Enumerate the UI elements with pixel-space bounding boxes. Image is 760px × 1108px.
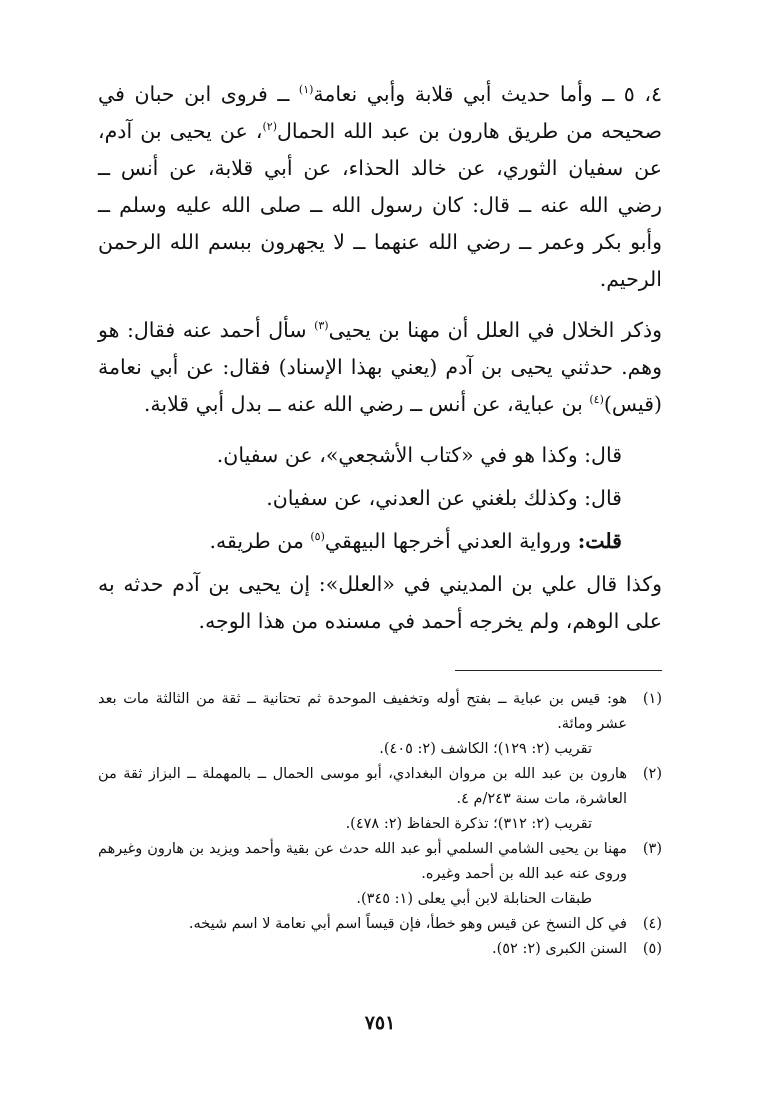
paragraph-1: [98, 76, 662, 298]
footnote-text: هو: قيس بن عباية ــ بفتح أوله وتخفيف الموحدة ثم تحتانية ــ ثقة من الثالثة مات بعد عشر ومائة.: [98, 691, 627, 732]
footnote-separator: [455, 670, 662, 671]
footnote-2: [98, 762, 662, 812]
footnote-marker-4: (٤): [589, 393, 604, 407]
paragraph-1-tail: ، عن يحيى بن آدم، عن سفيان الثوري، عن خالد الحذاء، عن أبي قلابة، عن أنس ــ رضي الله عنه ــ قال: كان رسول الله ــ صلى الله عليه وسلم ــ وأبو بكر وعمر ــ رضي الله عنهما ــ لا يجهرون ببسم الله الرحمن الرحيم.: [98, 119, 662, 291]
paragraph-1-mid: ــ فروى ابن حبان في صحيحه من طريق هارون بن عبد الله الحمال: [98, 82, 662, 143]
paragraph-1-lead: ٤، ٥ ــ وأما حديث أبي قلابة وأبي نعامة: [313, 82, 662, 106]
footnote-4: [98, 912, 662, 937]
paragraph-2-tail: بن عباية، عن أنس ــ رضي الله عنه ــ بدل أبي قلابة.: [143, 392, 590, 416]
footnote-reference: تقريب (٢: ١٢٩)؛ الكاشف (٢: ٤٠٥).: [379, 741, 592, 757]
quote-line-3: [98, 523, 622, 560]
footnote-marker-2: (٢): [262, 120, 277, 134]
paragraph-3: وكذا قال علي بن المديني في «العلل»: إن يحيى بن آدم حدثه به على الوهم، ولم يخرجه أحمد في مسنده من هذا الوجه.: [98, 572, 662, 633]
footnotes: [98, 687, 662, 962]
footnote-marker-3: (٣): [314, 319, 329, 333]
paragraph-2-lead: وذكر الخلال في العلل أن مهنا بن يحيى: [328, 318, 662, 342]
footnote-3: [98, 837, 662, 887]
footnote-text: في كل النسخ عن قيس وهو خطأ، فإن قيساً اسم أبي نعامة لا اسم شيخه.: [188, 916, 627, 932]
quote-line-3-text: ورواية العدني أخرجها البيهقي: [324, 529, 578, 553]
main-text: [98, 76, 662, 640]
footnote-number: (٥): [642, 941, 662, 957]
footnote-1: [98, 687, 662, 737]
footnote-number: (٣): [642, 841, 662, 857]
paragraph-2: [98, 312, 662, 423]
footnote-number: (٤): [642, 916, 662, 932]
footnote-reference: تقريب (٢: ٣١٢)؛ تذكرة الحفاظ (٢: ٤٧٨).: [345, 816, 592, 832]
footnote-marker-5: (٥): [310, 530, 325, 544]
quote-line-3-bold: قلت:: [577, 529, 622, 553]
footnote-number: (٢): [642, 766, 662, 782]
footnote-text: مهنا بن يحيى الشامي السلمي أبو عبد الله حدث عن بقية وأحمد ويزيد بن هارون وغيرهم وروى عنه عبد الله بن أحمد وغيره.: [98, 841, 627, 882]
paragraph-2-mid: سأل أحمد عنه فقال: هو وهم. حدثني يحيى بن آدم (يعني بهذا الإسناد) فقال: عن أبي نعامة (قيس): [98, 318, 662, 416]
footnote-text: السنن الكبرى (٢: ٥٢).: [491, 941, 627, 957]
footnote-reference: طبقات الحنابلة لابن أبي يعلى (١: ٣٤٥).: [356, 891, 592, 907]
quote-line-2: قال: وكذلك بلغني عن العدني، عن سفيان.: [266, 486, 622, 510]
footnote-5: [98, 937, 662, 962]
quote-line-3-tail: من طريقه.: [209, 529, 311, 553]
footnote-marker-1: (١): [298, 83, 314, 97]
quote-line-1: قال: وكذا هو في «كتاب الأشجعي»، عن سفيان.: [216, 443, 622, 467]
page-number: ٧٥١: [364, 1012, 396, 1034]
footnote-text: هارون بن عبد الله بن مروان البغدادي، أبو موسى الحمال ــ بالمهملة ــ البزاز ثقة من العاشرة، مات سنة ٢٤٣/م ٤.: [98, 766, 627, 807]
footnote-number: (١): [642, 691, 662, 707]
